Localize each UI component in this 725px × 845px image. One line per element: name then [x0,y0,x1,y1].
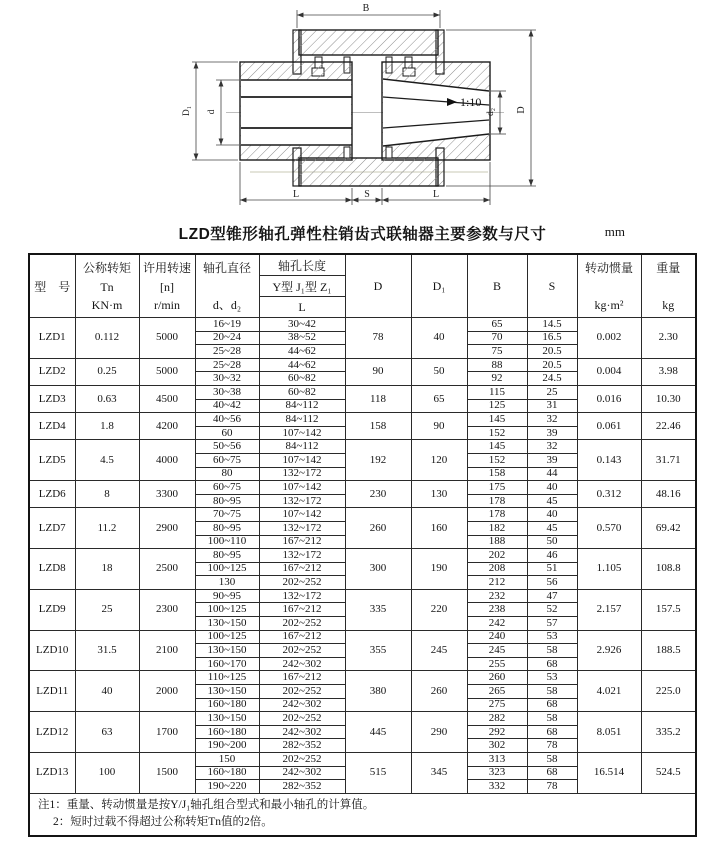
D-cell: 300 [345,549,411,590]
length-range-cell: 242~302 [259,657,345,671]
bore-range-cell: 110~125 [195,671,259,685]
bore-range-cell: 30~38 [195,385,259,399]
bore-range-cell: 90~95 [195,589,259,603]
D-cell: 230 [345,481,411,508]
S-cell: 68 [527,725,577,739]
spec-row [29,712,696,726]
B-cell: 92 [467,372,527,386]
inertia-cell: 2.926 [577,630,641,671]
S-cell: 47 [527,589,577,603]
length-range-cell: 84~112 [259,399,345,413]
length-range-cell: 132~172 [259,521,345,535]
length-range-cell: 132~172 [259,549,345,563]
B-cell: 125 [467,399,527,413]
length-range-cell: 242~302 [259,698,345,712]
unit-label: mm [604,224,625,239]
S-cell: 53 [527,671,577,685]
dim-label-d-major: D [516,106,527,114]
bore-range-cell: 40~42 [195,399,259,413]
speed-cell: 4000 [139,440,195,481]
bore-symbols: d、d₂ [212,298,242,312]
B-cell: 282 [467,712,527,726]
dim-label-d-minor: d [207,109,217,115]
S-cell: 68 [527,766,577,780]
torque-cell: 0.112 [75,318,139,359]
bore-range-cell: 150 [195,753,259,767]
weight-cell: 108.8 [641,549,696,590]
model-cell: LZD12 [29,712,75,753]
D1-cell: 90 [411,413,467,440]
D-cell: 118 [345,385,411,412]
col-header-torque [75,254,139,318]
bore-range-cell: 20~24 [195,331,259,345]
weight-cell: 524.5 [641,753,696,794]
speed-cell: 1700 [139,712,195,753]
model-cell: LZD10 [29,630,75,671]
weight-cell: 3.98 [641,358,696,385]
spec-row [29,549,696,563]
S-cell: 14.5 [527,318,577,332]
bore-range-cell: 100~125 [195,562,259,576]
D-cell: 335 [345,589,411,630]
D1-cell: 345 [411,753,467,794]
model-cell: LZD9 [29,589,75,630]
model-cell: LZD13 [29,753,75,794]
bore-range-cell: 80~95 [195,494,259,508]
B-cell: 240 [467,630,527,644]
note-line-1: 注1：重量、转动惯量是按Y/J₁轴孔组合型式和最小轴孔的计算值。 [38,799,375,812]
bore-range-cell: 160~180 [195,698,259,712]
bore-range-cell: 190~220 [195,780,259,794]
torque-cell: 4.5 [75,440,139,481]
S-cell: 32 [527,440,577,454]
torque-cell: 1.8 [75,413,139,440]
length-range-cell: 30~42 [259,318,345,332]
B-cell: 88 [467,358,527,372]
model-cell: LZD5 [29,440,75,481]
length-title: 轴孔长度 [277,258,326,273]
model-cell: LZD4 [29,413,75,440]
D-cell: 90 [345,358,411,385]
col-header-bore [195,254,259,318]
inertia-cell: 0.570 [577,508,641,549]
B-cell: 188 [467,535,527,549]
bore-range-cell: 100~125 [195,603,259,617]
D-cell: 515 [345,753,411,794]
S-cell: 40 [527,508,577,522]
bore-range-cell: 80~95 [195,549,259,563]
notes-row [29,793,696,836]
bore-range-cell: 130~150 [195,712,259,726]
B-cell: 265 [467,685,527,699]
bore-range-cell: 60~75 [195,453,259,467]
length-range-cell: 107~142 [259,426,345,440]
speed-cell: 2500 [139,549,195,590]
bore-range-cell: 190~200 [195,739,259,753]
B-cell: 145 [467,413,527,427]
inertia-cell: 0.016 [577,385,641,412]
inertia-cell: 0.312 [577,481,641,508]
inertia-cell: 0.004 [577,358,641,385]
speed-title: 许用转速 [142,261,191,275]
torque-symbol: Tn [100,279,114,294]
spec-row [29,318,696,332]
length-range-cell: 132~172 [259,589,345,603]
weight-title: 重量 [656,261,681,275]
weight-cell: 225.0 [641,671,696,712]
length-range-cell: 202~252 [259,712,345,726]
weight-cell: 157.5 [641,589,696,630]
S-cell: 40 [527,481,577,495]
S-cell: 68 [527,657,577,671]
speed-cell: 2000 [139,671,195,712]
weight-unit: kg [662,298,675,312]
bore-range-cell: 130~150 [195,644,259,658]
S-cell: 52 [527,603,577,617]
inertia-cell: 16.514 [577,753,641,794]
B-cell: 175 [467,481,527,495]
D1-cell: 220 [411,589,467,630]
coupling-cross-section [0,0,725,215]
torque-cell: 31.5 [75,630,139,671]
col-header-inertia [577,254,641,318]
S-cell: 45 [527,521,577,535]
B-cell: 178 [467,494,527,508]
inertia-title: 转动惯量 [584,261,633,275]
length-range-cell: 38~52 [259,331,345,345]
D-cell: 355 [345,630,411,671]
bore-range-cell: 25~28 [195,358,259,372]
inertia-cell: 8.051 [577,712,641,753]
torque-cell: 25 [75,589,139,630]
spec-row [29,481,696,495]
S-cell: 51 [527,562,577,576]
B-cell: 238 [467,603,527,617]
speed-unit: r/min [154,298,180,312]
torque-cell: 8 [75,481,139,508]
bore-range-cell: 160~180 [195,766,259,780]
torque-cell: 100 [75,753,139,794]
bore-range-cell: 50~56 [195,440,259,454]
bore-range-cell: 25~28 [195,345,259,359]
bore-range-cell: 30~32 [195,372,259,386]
D1-cell: 160 [411,508,467,549]
S-cell: 56 [527,576,577,590]
torque-cell: 0.25 [75,358,139,385]
B-cell: 302 [467,739,527,753]
inertia-cell: 1.105 [577,549,641,590]
bore-range-cell: 130~150 [195,617,259,631]
B-cell: 313 [467,753,527,767]
spec-row [29,630,696,644]
B-cell: 245 [467,644,527,658]
D-cell: 192 [345,440,411,481]
speed-cell: 5000 [139,358,195,385]
S-cell: 20.5 [527,345,577,359]
length-range-cell: 132~172 [259,467,345,481]
bore-title: 轴孔直径 [202,261,251,275]
S-cell: 58 [527,712,577,726]
S-cell: 58 [527,685,577,699]
inertia-cell: 0.002 [577,318,641,359]
length-range-cell: 167~212 [259,671,345,685]
S-cell: 57 [527,617,577,631]
dim-label-s: S [364,189,370,200]
speed-cell: 1500 [139,753,195,794]
bore-range-cell: 60 [195,426,259,440]
spec-table [28,253,697,837]
weight-cell: 335.2 [641,712,696,753]
spec-row [29,671,696,685]
D1-cell: 120 [411,440,467,481]
weight-cell: 188.5 [641,630,696,671]
spec-row [29,589,696,603]
col-header-model: 型 号 [29,254,75,318]
bore-range-cell: 60~75 [195,481,259,495]
inertia-cell: 0.143 [577,440,641,481]
B-cell: 178 [467,508,527,522]
torque-cell: 0.63 [75,385,139,412]
S-cell: 16.5 [527,331,577,345]
S-cell: 20.5 [527,358,577,372]
length-range-cell: 107~142 [259,481,345,495]
torque-unit: KN·m [91,298,123,312]
torque-cell: 11.2 [75,508,139,549]
bore-range-cell: 160~170 [195,657,259,671]
col-header-weight [641,254,696,318]
bore-range-cell: 16~19 [195,318,259,332]
B-cell: 158 [467,467,527,481]
torque-title: 公称转矩 [82,261,131,275]
weight-cell: 22.46 [641,413,696,440]
B-cell: 145 [467,440,527,454]
speed-cell: 5000 [139,318,195,359]
length-range-cell: 132~172 [259,494,345,508]
taper-label: 1:10 [460,95,482,109]
length-range-cell: 107~142 [259,453,345,467]
spec-row [29,358,696,372]
table-notes [29,793,696,836]
torque-cell: 18 [75,549,139,590]
bore-range-cell: 100~110 [195,535,259,549]
length-range-cell: 202~252 [259,644,345,658]
model-cell: LZD2 [29,358,75,385]
spec-row [29,440,696,454]
B-cell: 75 [467,345,527,359]
B-cell: 152 [467,453,527,467]
length-range-cell: 242~302 [259,725,345,739]
bore-range-cell: 130 [195,576,259,590]
D1-cell: 260 [411,671,467,712]
bore-range-cell: 160~180 [195,725,259,739]
length-symbol: L [260,296,345,317]
D1-cell: 40 [411,318,467,359]
bore-range-cell: 100~125 [195,630,259,644]
weight-cell: 31.71 [641,440,696,481]
B-cell: 275 [467,698,527,712]
bore-range-cell: 80 [195,467,259,481]
weight-cell: 10.30 [641,385,696,412]
S-cell: 46 [527,549,577,563]
D1-cell: 130 [411,481,467,508]
D1-cell: 245 [411,630,467,671]
speed-cell: 2100 [139,630,195,671]
model-cell: LZD8 [29,549,75,590]
D-cell: 260 [345,508,411,549]
B-cell: 212 [467,576,527,590]
B-cell: 323 [467,766,527,780]
length-range-cell: 84~112 [259,413,345,427]
D1-cell: 65 [411,385,467,412]
spec-row [29,753,696,767]
S-cell: 45 [527,494,577,508]
B-cell: 202 [467,549,527,563]
B-cell: 242 [467,617,527,631]
header-row [29,254,696,318]
S-cell: 39 [527,426,577,440]
length-range-cell: 44~62 [259,345,345,359]
length-range-cell: 202~252 [259,685,345,699]
S-cell: 44 [527,467,577,481]
length-range-cell: 84~112 [259,440,345,454]
notes-section [29,793,696,836]
length-range-cell: 202~252 [259,753,345,767]
model-cell: LZD11 [29,671,75,712]
B-cell: 232 [467,589,527,603]
S-cell: 68 [527,698,577,712]
inertia-cell: 4.021 [577,671,641,712]
speed-cell: 4200 [139,413,195,440]
D-cell: 380 [345,671,411,712]
S-cell: 39 [527,453,577,467]
col-header-D: D [345,254,411,318]
length-range-cell: 167~212 [259,630,345,644]
S-cell: 31 [527,399,577,413]
D-cell: 445 [345,712,411,753]
length-range-cell: 60~82 [259,385,345,399]
title-row [0,222,725,248]
model-cell: LZD3 [29,385,75,412]
torque-cell: 63 [75,712,139,753]
S-cell: 58 [527,644,577,658]
bore-range-cell: 70~75 [195,508,259,522]
speed-cell: 2900 [139,508,195,549]
col-header-S: S [527,254,577,318]
S-cell: 25 [527,385,577,399]
D-cell: 78 [345,318,411,359]
length-range-cell: 282~352 [259,780,345,794]
model-cell: LZD6 [29,481,75,508]
length-range-cell: 167~212 [259,535,345,549]
note-line-2: 2：短时过载不得超过公称转矩Tn值的2倍。 [53,815,273,828]
page-title: LZD型锥形轴孔弹性柱销齿式联轴器主要参数与尺寸 [178,226,547,243]
B-cell: 260 [467,671,527,685]
inertia-cell: 2.157 [577,589,641,630]
S-cell: 53 [527,630,577,644]
D1-cell: 50 [411,358,467,385]
bore-range-cell: 130~150 [195,685,259,699]
B-cell: 255 [467,657,527,671]
speed-cell: 3300 [139,481,195,508]
B-cell: 292 [467,725,527,739]
S-cell: 50 [527,535,577,549]
col-header-B: B [467,254,527,318]
speed-symbol: [n] [160,279,174,294]
speed-cell: 2300 [139,589,195,630]
B-cell: 332 [467,780,527,794]
D1-cell: 290 [411,712,467,753]
length-range-cell: 242~302 [259,766,345,780]
S-cell: 58 [527,753,577,767]
dim-label-d1: D₁ [182,105,192,117]
S-cell: 78 [527,780,577,794]
col-header-D1: D₁ [411,254,467,318]
inertia-unit: kg·m² [594,298,624,312]
weight-cell: 48.16 [641,481,696,508]
inertia-cell: 0.061 [577,413,641,440]
length-types: Y型 J₁型 Z₁ [260,275,345,296]
speed-cell: 4500 [139,385,195,412]
D1-cell: 190 [411,549,467,590]
col-header-speed [139,254,195,318]
dim-label-l-left: L [292,189,300,200]
dim-label-d2: d₂ [486,107,496,117]
D-cell: 158 [345,413,411,440]
dim-label-b: B [362,3,370,14]
torque-cell: 40 [75,671,139,712]
spec-row [29,508,696,522]
length-range-cell: 282~352 [259,739,345,753]
length-range-cell: 167~212 [259,603,345,617]
length-range-cell: 202~252 [259,617,345,631]
hub-right [382,62,490,160]
length-range-cell: 167~212 [259,562,345,576]
S-cell: 32 [527,413,577,427]
weight-cell: 69.42 [641,508,696,549]
coupling-drawing [0,0,725,215]
length-range-cell: 107~142 [259,508,345,522]
B-cell: 65 [467,318,527,332]
spec-row [29,385,696,399]
B-cell: 70 [467,331,527,345]
model-cell: LZD7 [29,508,75,549]
dim-label-l-right: L [432,189,440,200]
model-cell: LZD1 [29,318,75,359]
S-cell: 78 [527,739,577,753]
hub-left [240,62,352,160]
bore-range-cell: 80~95 [195,521,259,535]
length-range-cell: 202~252 [259,576,345,590]
length-range-cell: 44~62 [259,358,345,372]
B-cell: 152 [467,426,527,440]
B-cell: 115 [467,385,527,399]
S-cell: 24.5 [527,372,577,386]
weight-cell: 2.30 [641,318,696,359]
B-cell: 182 [467,521,527,535]
col-header-length [259,254,345,318]
spec-row [29,413,696,427]
B-cell: 208 [467,562,527,576]
length-range-cell: 60~82 [259,372,345,386]
bore-range-cell: 40~56 [195,413,259,427]
